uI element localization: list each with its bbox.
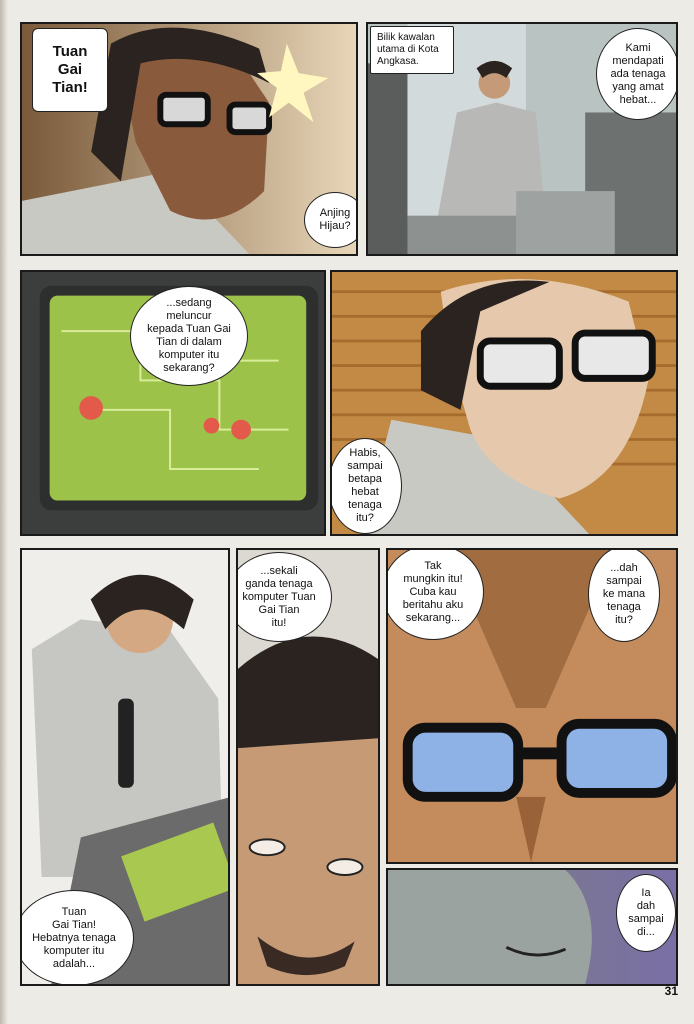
panel-8 xyxy=(386,868,678,986)
panel-7 xyxy=(386,548,678,864)
panel-6 xyxy=(236,548,380,986)
speech-bubble: ...sekali ganda tenaga komputer Tuan Gai Tian itu! xyxy=(236,552,332,642)
shout-bubble: Tuan Gai Tian! xyxy=(32,28,108,112)
face-shape xyxy=(388,870,592,984)
panel-3 xyxy=(20,270,326,536)
glasses-left xyxy=(480,341,559,386)
caption-box: Bilik kawalan utama di Kota Angkasa. xyxy=(370,26,454,74)
panel-5 xyxy=(20,548,230,986)
glasses-right xyxy=(575,333,652,378)
speech-bubble: Kami mendapati ada tenaga yang amat hebat... xyxy=(596,28,678,120)
microphone xyxy=(118,699,134,788)
signal-blip xyxy=(231,420,251,440)
panel-1 xyxy=(20,22,358,256)
signal-blip xyxy=(79,396,103,420)
speech-bubble: ...sedang meluncur kepada Tuan Gai Tian di dalam komputer itu sekarang? xyxy=(130,286,248,386)
glasses-left xyxy=(408,728,518,797)
signal-blip xyxy=(204,418,220,434)
speech-bubble: Anjing Hijau? xyxy=(304,192,358,248)
glasses-right xyxy=(230,105,270,133)
page-number: 31 xyxy=(664,984,678,998)
speech-bubble: ...dah sampai ke mana tenaga itu? xyxy=(588,548,660,642)
speech-bubble: Ia dah sampai di... xyxy=(616,874,676,952)
speech-bubble: Habis, sampai betapa hebat tenaga itu? xyxy=(330,438,402,534)
glasses-left xyxy=(160,95,207,124)
panel-4 xyxy=(330,270,678,536)
glasses-right xyxy=(562,724,672,793)
panel-2 xyxy=(366,22,678,256)
page-binding-shadow xyxy=(0,0,8,1024)
speech-bubble: Tak mungkin itu! Cuba kau beritahu aku sekarang... xyxy=(386,548,484,640)
speech-bubble: Tuan Gai Tian! Hebatnya tenaga komputer itu adalah... xyxy=(20,890,134,986)
